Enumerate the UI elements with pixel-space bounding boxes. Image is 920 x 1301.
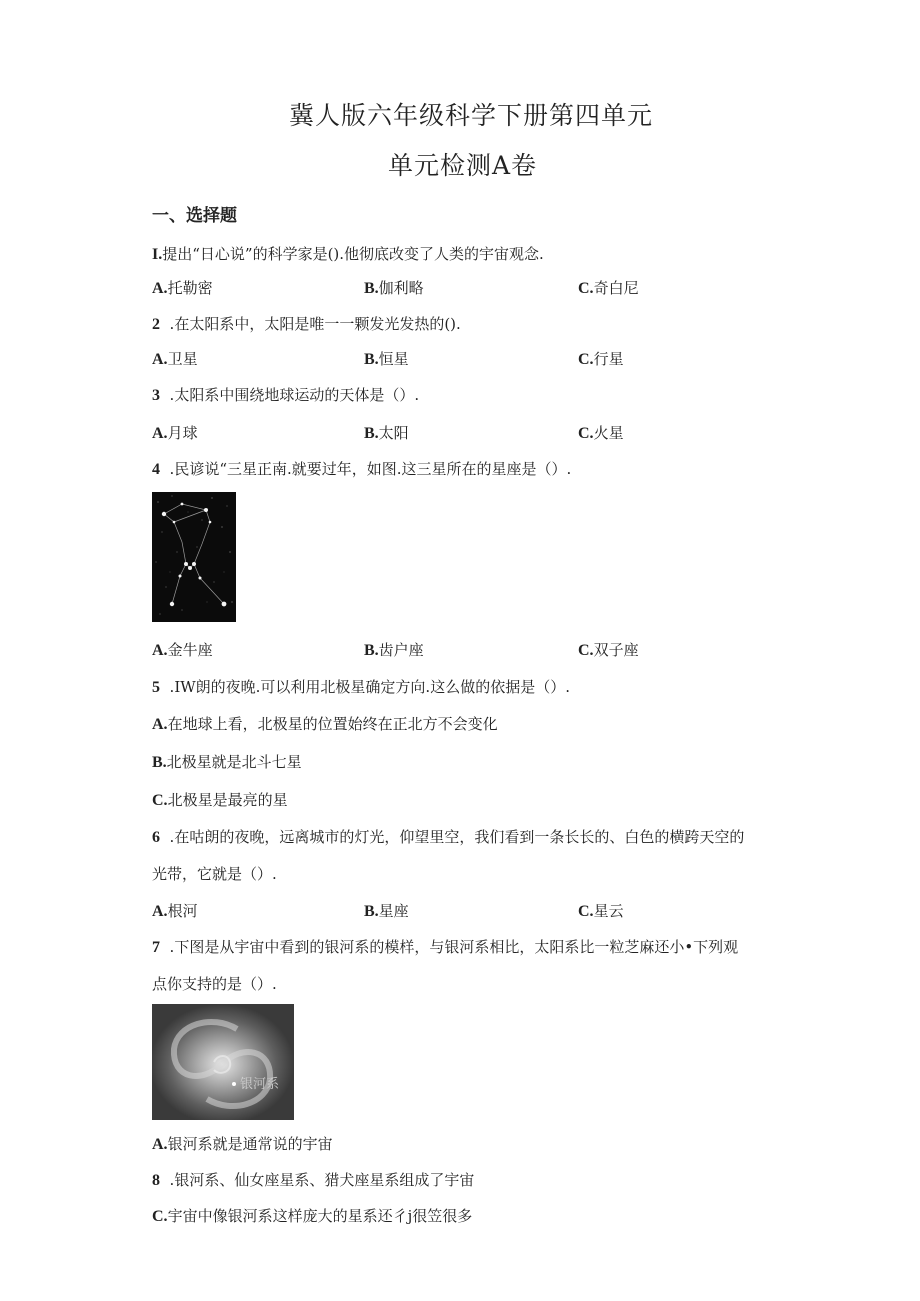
- option-a[interactable]: [152, 713, 498, 734]
- section-heading-choice: 一、选择题: [152, 206, 237, 226]
- question-text: .在咕朗的夜晚，远离城市的灯光，仰望里空，我们看到一条长长的、白色的横跨天空的: [169, 828, 745, 846]
- option-a[interactable]: [152, 277, 213, 298]
- option-letter: A.: [152, 903, 168, 920]
- milky-way-image: [152, 1004, 294, 1120]
- option-text: 星座: [378, 902, 409, 920]
- option-letter: C.: [578, 642, 594, 659]
- question-2: [152, 313, 461, 334]
- option-a[interactable]: [152, 639, 213, 660]
- option-letter: C.: [578, 903, 594, 920]
- question-4: [152, 458, 571, 479]
- option-b[interactable]: [364, 348, 409, 369]
- question-7: [152, 936, 738, 957]
- question-number: 8: [152, 1172, 160, 1189]
- option-text: 在地球上看，北极星的位置始终在正北方不会变化: [167, 715, 498, 733]
- option-text: 火星: [593, 424, 624, 442]
- option-c[interactable]: [152, 1205, 472, 1226]
- option-b[interactable]: [364, 277, 424, 298]
- question-number: 7: [152, 939, 160, 956]
- option-letter: C.: [578, 280, 594, 297]
- option-letter: A.: [152, 716, 168, 733]
- question-6-continued: 光带，它就是（）.: [152, 865, 277, 883]
- question-text: .民谚说“三星正南.就要过年，如图.这三星所在的星座是（）.: [169, 460, 572, 478]
- option-letter: B.: [152, 754, 167, 771]
- option-b[interactable]: [364, 900, 409, 921]
- galaxy-icon: [152, 1004, 294, 1120]
- option-text: 太阳: [378, 424, 409, 442]
- question-number: 3: [152, 387, 160, 404]
- question-5: [152, 676, 570, 697]
- option-c[interactable]: [152, 789, 288, 810]
- option-text: 根河: [167, 902, 198, 920]
- title-line1: 冀人版六年级科学下册第四单元: [289, 101, 654, 130]
- option-a[interactable]: [152, 348, 198, 369]
- option-letter: B.: [364, 903, 379, 920]
- orion-constellation-image: [152, 492, 236, 622]
- option-a[interactable]: [152, 900, 198, 921]
- option-letter: C.: [578, 351, 594, 368]
- option-letter: C.: [152, 792, 168, 809]
- option-c[interactable]: [578, 639, 639, 660]
- option-letter: A.: [152, 425, 168, 442]
- option-text: 月球: [167, 424, 198, 442]
- option-c[interactable]: [578, 900, 624, 921]
- option-letter: A.: [152, 351, 168, 368]
- constellation-icon: [152, 492, 236, 622]
- option-letter: C.: [578, 425, 594, 442]
- option-c[interactable]: [578, 277, 639, 298]
- question-number: 2: [152, 316, 160, 333]
- question-text: .太阳系中围绕地球运动的天体是（）.: [169, 386, 420, 404]
- option-text: 卫星: [167, 350, 198, 368]
- question-7-continued: 点你支持的是（）.: [152, 975, 277, 993]
- option-a[interactable]: [152, 422, 198, 443]
- question-text: .IW朗的夜晚.可以利用北极星确定方向.这么做的依据是（）.: [169, 678, 570, 696]
- option-text: 行星: [593, 350, 624, 368]
- option-text: 北极星是最亮的星: [167, 791, 288, 809]
- option-b[interactable]: [364, 639, 424, 660]
- option-text: 银河系就是通常说的宇宙: [167, 1135, 333, 1153]
- option-text: 北极星就是北斗七星: [166, 753, 302, 771]
- question-number: I.: [152, 246, 163, 263]
- galaxy-label: 银河系: [240, 1077, 280, 1092]
- question-3: [152, 384, 419, 405]
- option-text: 恒星: [378, 350, 409, 368]
- question-text: .银河系、仙女座星系、猎犬座星系组成了宇宙: [169, 1171, 475, 1189]
- option-text: 金牛座: [167, 641, 213, 659]
- option-text: 托勒密: [167, 279, 213, 297]
- option-text: 双子座: [593, 641, 639, 659]
- option-text: 奇白尼: [593, 279, 639, 297]
- title-line2: 单元检测A卷: [388, 151, 538, 180]
- question-text: .在太阳系中，太阳是唯一一颗发光发热的().: [169, 315, 461, 333]
- option-a[interactable]: [152, 1133, 333, 1154]
- option-letter: B.: [364, 425, 379, 442]
- option-letter: A.: [152, 642, 168, 659]
- question-6: [152, 826, 744, 847]
- question-text: 提出“日心说”的科学家是().他彻底改变了人类的宇宙观念.: [162, 245, 544, 263]
- option-b[interactable]: [152, 751, 302, 772]
- option-text: 齿户座: [378, 641, 424, 659]
- question-1: [152, 243, 544, 264]
- option-letter: B.: [364, 351, 379, 368]
- option-letter: B.: [364, 642, 379, 659]
- option-letter: A.: [152, 1136, 168, 1153]
- question-number: 4: [152, 461, 160, 478]
- question-number: 5: [152, 679, 160, 696]
- option-c[interactable]: [578, 422, 624, 443]
- question-8: [152, 1169, 474, 1190]
- option-text: 伽利略: [378, 279, 424, 297]
- option-b[interactable]: [364, 422, 409, 443]
- question-number: 6: [152, 829, 160, 846]
- option-text: 宇宙中像银河系这样庞大的星系还彳j很笠很多: [167, 1207, 473, 1225]
- option-letter: A.: [152, 280, 168, 297]
- question-text: .下图是从宇宙中看到的银河系的模样，与银河系相比，太阳系比一粒芝麻还小•下列观: [169, 938, 739, 956]
- option-letter: C.: [152, 1208, 168, 1225]
- option-c[interactable]: [578, 348, 624, 369]
- option-letter: B.: [364, 280, 379, 297]
- option-text: 星云: [593, 902, 624, 920]
